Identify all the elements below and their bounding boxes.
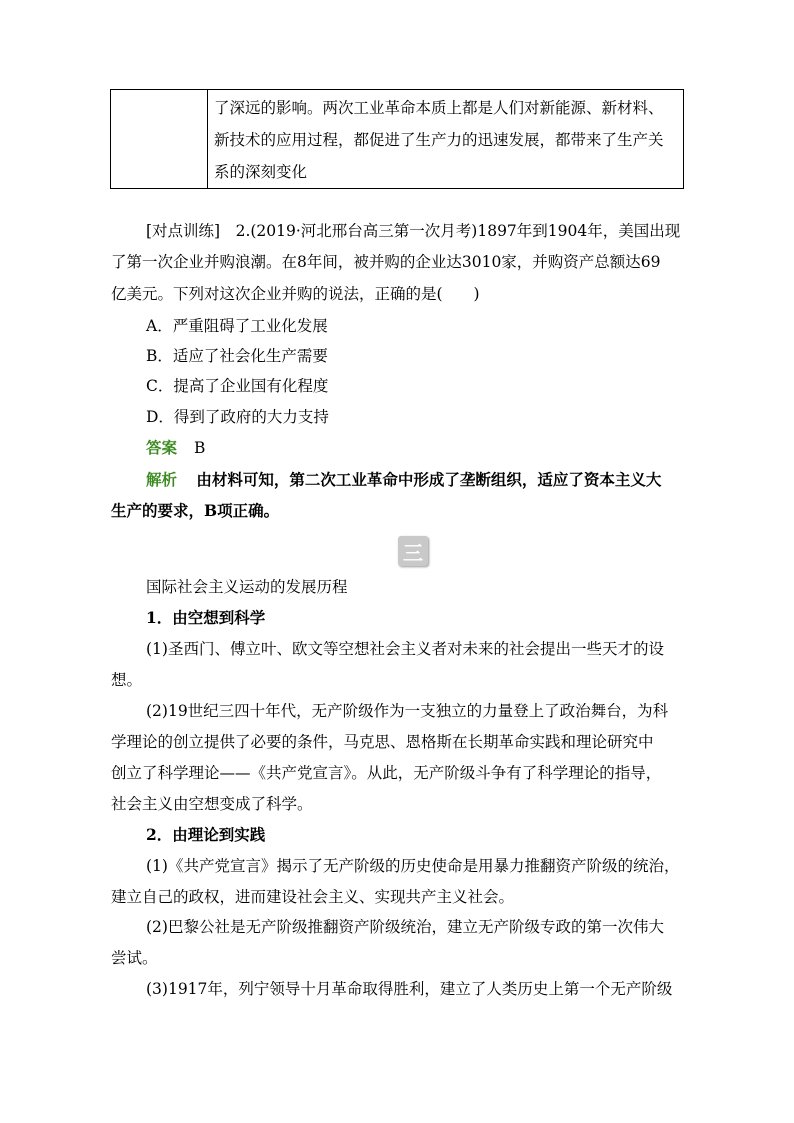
option-d: D．得到了政府的大力支持 (146, 408, 329, 426)
table-text-line: 了深远的影响。两次工业革命本质上都是人们对新能源、新材料、 (214, 99, 664, 117)
option-a: A．严重阻碍了工业化发展 (146, 317, 328, 335)
analysis-line (146, 468, 661, 490)
table-text-line: 系的深刻变化 (214, 163, 308, 181)
paragraph-line: 建立自己的政权，进而建设社会主义、实现共产主义社会。 (111, 888, 515, 906)
paragraph-line: 学理论的创立提供了必要的条件，马克思、恩格斯在长期革命实践和理论研究中 (111, 733, 654, 751)
section-title: 国际社会主义运动的发展历程 (146, 578, 348, 596)
option-c: C．提高了企业国有化程度 (146, 377, 329, 395)
table-left-cell (111, 90, 208, 188)
answer-label: 答案 (146, 438, 178, 457)
paragraph-line: (2)巴黎公社是无产阶级推翻资产阶级统治，建立无产阶级专政的第一次伟大 (146, 918, 664, 936)
answer (146, 436, 205, 458)
analysis-text: 由材料可知，第二次工业革命中形成了垄断组织，适应了资本主义大 (196, 470, 662, 489)
paragraph-line: 社会主义由空想变成了科学。 (111, 795, 313, 813)
table-text-line: 新技术的应用过程，都促进了生产力的迅速发展，都带来了生产关 (214, 131, 664, 149)
paragraph-line: 尝试。 (111, 949, 158, 967)
paragraph-line: 想。 (111, 671, 143, 689)
question-line: 了第一次企业并购浪潮。在8年间，被并购的企业达3010家，并购资产总额达69 (111, 253, 661, 271)
paragraph-line: 创立了科学理论——《共产党宣言》。从此，无产阶级斗争有了科学理论的指导， (111, 764, 662, 782)
table-right-cell (214, 90, 677, 188)
subheading: 2．由理论到实践 (146, 825, 266, 844)
paragraph-line: (3)1917年，列宁领导十月革命取得胜利，建立了人类历史上第一个无产阶级 (146, 980, 673, 998)
question-line: [对点训练] 2.(2019·河北邢台高三第一次月考)1897年到1904年，美国出现 (146, 222, 681, 240)
comparison-table-fragment (110, 89, 684, 189)
paragraph-line: (1)《共产党宣言》揭示了无产阶级的历史使命是用暴力推翻资产阶级的统治， (146, 857, 680, 875)
option-b: B．适应了社会化生产需要 (146, 347, 328, 365)
analysis-line: 生产的要求，B项正确。 (111, 501, 280, 520)
paragraph-line: (2)19世纪三四十年代，无产阶级作为一支独立的力量登上了政治舞台，为科 (146, 702, 669, 720)
section-number-icon: 三 (398, 536, 428, 566)
subheading: 1．由空想到科学 (146, 608, 266, 627)
question-line: 亿美元。下列对这次企业并购的说法，正确的是( ) (111, 285, 480, 303)
analysis-label: 解析 (146, 470, 178, 489)
paragraph-line: (1)圣西门、傅立叶、欧文等空想社会主义者对未来的社会提出一些天才的设 (146, 640, 664, 658)
answer-value: B (193, 439, 206, 457)
